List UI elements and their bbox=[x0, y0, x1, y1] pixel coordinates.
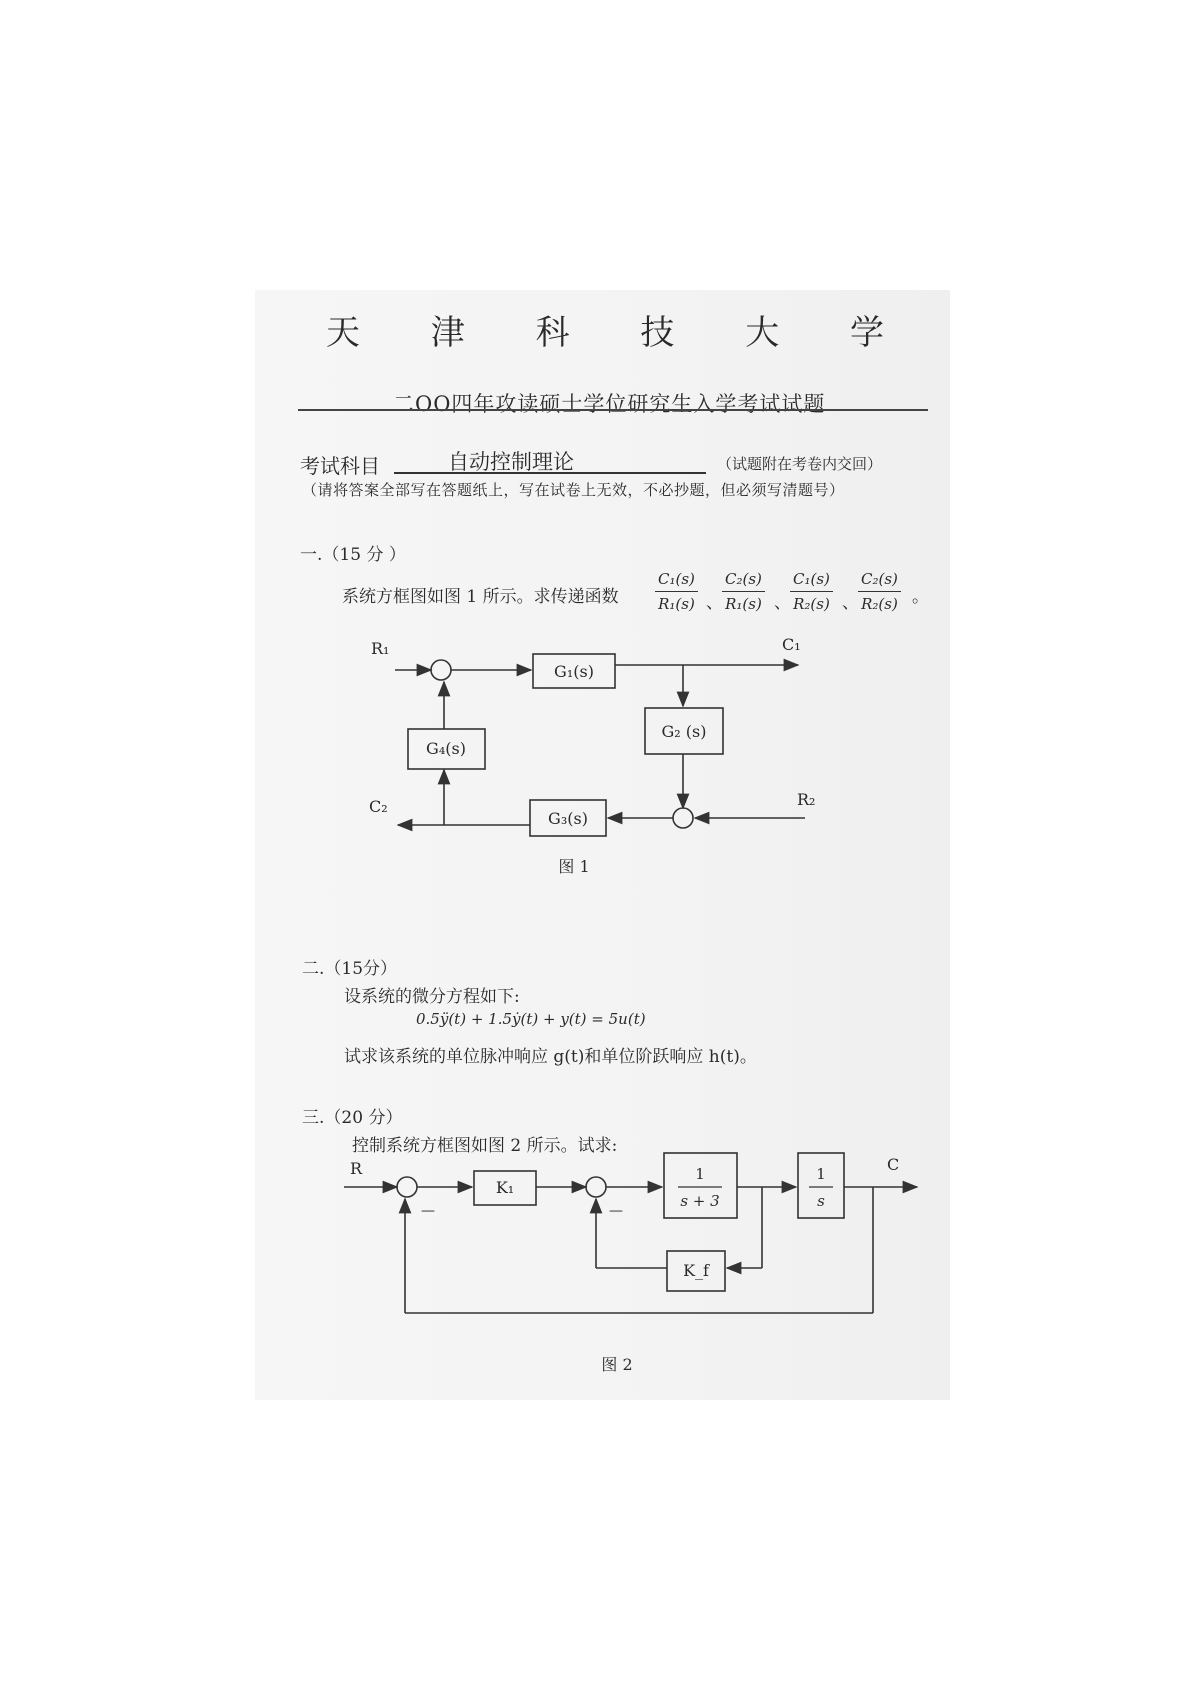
r2-label: R₂ bbox=[797, 790, 816, 809]
fraction-denominator: R₂(s) bbox=[861, 595, 898, 613]
summing-junction-inner bbox=[586, 1177, 606, 1197]
q2-line2: 试求该系统的单位脉冲响应 g(t)和单位阶跃响应 h(t)。 bbox=[344, 1047, 757, 1067]
c2-label: C₂ bbox=[369, 797, 388, 816]
r-label: R bbox=[350, 1159, 363, 1178]
g4-label: G₄(s) bbox=[426, 739, 466, 758]
fraction-numerator: C₂(s) bbox=[858, 567, 901, 592]
q2-heading: 二.（15分） bbox=[302, 959, 398, 979]
c-label: C bbox=[887, 1155, 900, 1174]
c1-label: C₁ bbox=[782, 635, 801, 654]
plant-denominator: s + 3 bbox=[680, 1192, 720, 1210]
university-name: 天 津 科 技 大 学 bbox=[325, 313, 915, 353]
q2-equation: 0.5ÿ(t) + 1.5ẏ(t) + y(t) = 5u(t) bbox=[416, 1010, 646, 1028]
subject-note: （试题附在考卷内交回） bbox=[717, 455, 883, 473]
minus-sign-outer: — bbox=[421, 1203, 435, 1219]
q1-separator: 、 bbox=[842, 593, 859, 613]
q1-separator: 、 bbox=[706, 593, 723, 613]
q3-text: 控制系统方框图如图 2 所示。试求: bbox=[352, 1136, 618, 1156]
figure-2-caption: 图 2 bbox=[601, 1355, 633, 1374]
subject-value: 自动控制理论 bbox=[448, 450, 574, 474]
summing-junction-2 bbox=[673, 808, 693, 828]
fraction-denominator: R₂(s) bbox=[793, 595, 830, 613]
g1-label: G₁(s) bbox=[554, 662, 594, 681]
r1-label: R₁ bbox=[371, 639, 390, 658]
fraction-numerator: C₂(s) bbox=[722, 567, 765, 592]
exam-title: 二OO四年攻读硕士学位研究生入学考试试题 bbox=[393, 392, 826, 416]
figure-1-caption: 图 1 bbox=[558, 857, 590, 876]
k1-label: K₁ bbox=[495, 1178, 515, 1197]
integrator-denominator: s bbox=[817, 1192, 825, 1210]
fraction-numerator: C₁(s) bbox=[790, 567, 833, 592]
kf-label: K_f bbox=[683, 1261, 709, 1280]
summing-junction-1 bbox=[431, 660, 451, 680]
q1-text: 系统方框图如图 1 所示。求传递函数 bbox=[342, 587, 619, 607]
fraction-numerator: C₁(s) bbox=[655, 567, 698, 592]
summing-junction-outer bbox=[397, 1177, 417, 1197]
q1-end: 。 bbox=[912, 587, 929, 607]
g2-label: G₂ (s) bbox=[661, 722, 707, 741]
fraction-denominator: R₁(s) bbox=[725, 595, 762, 613]
q2-line1: 设系统的微分方程如下: bbox=[344, 987, 520, 1007]
integrator-numerator: 1 bbox=[816, 1165, 826, 1183]
q3-heading: 三.（20 分） bbox=[302, 1108, 403, 1128]
instructions: （请将答案全部写在答题纸上，写在试卷上无效，不必抄题，但必须写清题号） bbox=[302, 481, 845, 499]
plant-numerator: 1 bbox=[695, 1165, 705, 1183]
q1-heading: 一.（15 分 ） bbox=[300, 545, 406, 565]
minus-sign-inner: — bbox=[609, 1203, 623, 1219]
fraction-denominator: R₁(s) bbox=[658, 595, 695, 613]
q1-separator: 、 bbox=[774, 593, 791, 613]
subject-label: 考试科目 bbox=[300, 454, 380, 478]
g3-label: G₃(s) bbox=[548, 809, 588, 828]
